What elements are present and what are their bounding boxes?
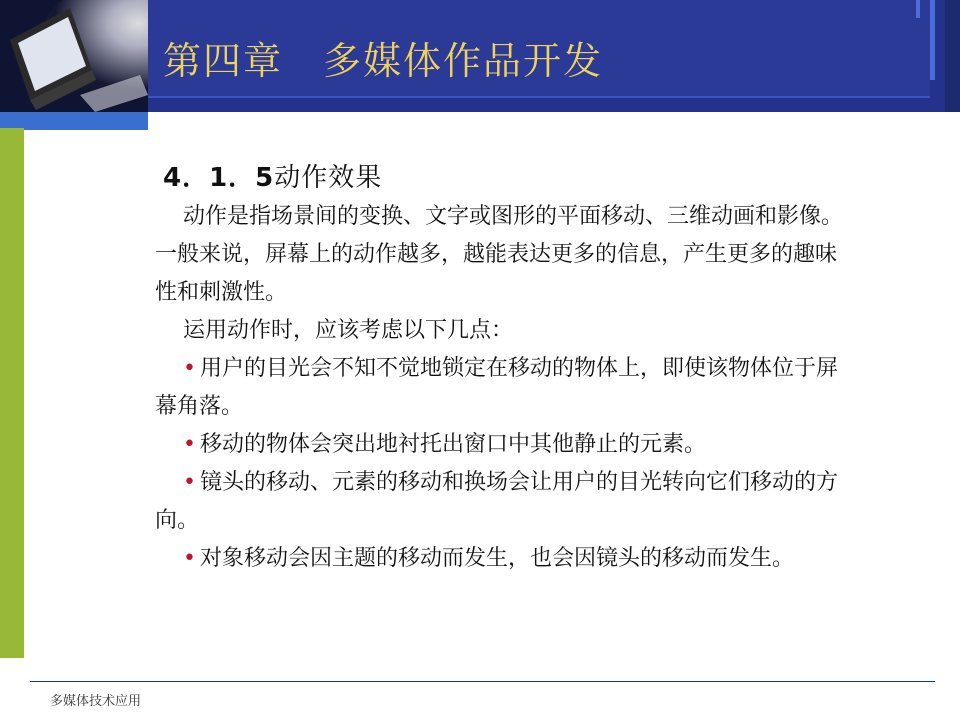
- paragraph: 运用动作时，应该考虑以下几点：: [183, 318, 514, 343]
- title-accent-bar: [916, 0, 920, 18]
- section-heading: [155, 160, 845, 196]
- bullet-text: 镜头的移动、元素的移动和换场会让用户的目光转向它们移动的方向。: [155, 470, 838, 533]
- bullet-text: 对象移动会因主题的移动而发生，也会因镜头的移动而发生。: [199, 546, 794, 571]
- bullet-dot-icon: •: [183, 432, 196, 457]
- bullet-item: [155, 426, 845, 464]
- bullet-item: [155, 464, 845, 540]
- slide-content: [155, 160, 845, 578]
- title-accent-bar: [930, 0, 935, 80]
- bullet-dot-icon: •: [183, 356, 196, 381]
- paragraph: 动作是指场景间的变换、文字或图形的平面移动、三维动画和影像。一般来说，屏幕上的动作越多，越能表达更多的信息，产生更多的趣味性和刺激性。: [155, 204, 844, 305]
- computer-monitor-image: [0, 0, 148, 112]
- footer-divider: [30, 681, 935, 682]
- footer-text: 多媒体技术应用: [50, 694, 142, 709]
- bullet-list: [155, 350, 845, 578]
- bullet-item: [155, 350, 845, 426]
- section-title: 动作效果: [274, 163, 383, 193]
- title-accent-bar: [945, 0, 960, 112]
- section-number: 4．1．5: [163, 163, 275, 193]
- bullet-item: [155, 540, 845, 578]
- bullet-dot-icon: •: [183, 546, 196, 571]
- green-accent-bar: [0, 128, 24, 658]
- monitor-icon: [0, 0, 148, 112]
- bullet-text: 用户的目光会不知不觉地锁定在移动的物体上，即使该物体位于屏幕角落。: [155, 356, 838, 419]
- bullet-text: 移动的物体会突出地衬托出窗口中其他静止的元素。: [199, 432, 706, 457]
- bullet-dot-icon: •: [183, 470, 196, 495]
- slide-title: 第四章 多媒体作品开发: [163, 39, 604, 83]
